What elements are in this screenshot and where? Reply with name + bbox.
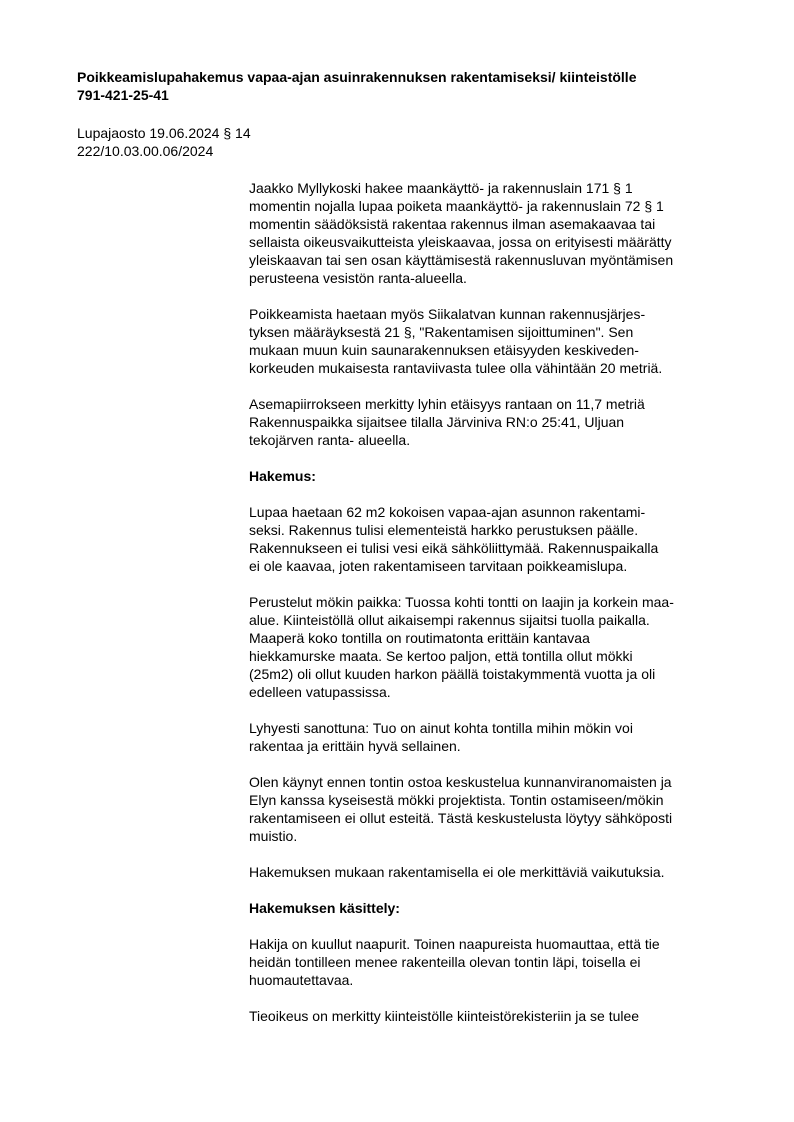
text-line: momentin säädöksistä rakentaa rakennus ilman asemakaavaa tai	[249, 216, 656, 232]
text-line: huomautettavaa.	[249, 972, 354, 988]
meeting-reference: Lupajaosto 19.06.2024 § 14	[77, 125, 251, 141]
text-line: Perustelut mökin paikka: Tuossa kohti tontti on laajin ja korkein maa-	[249, 594, 674, 610]
text-line: Hakemus:	[249, 468, 316, 484]
document-body	[249, 179, 749, 1043]
document-title-line: Poikkeamislupahakemus vapaa-ajan asuinrakennuksen rakentamiseksi/ kiinteistölle	[77, 69, 637, 85]
section-heading	[249, 467, 749, 485]
text-line: tekojärven ranta- alueella.	[249, 432, 411, 448]
text-line: Tieoikeus on merkitty kiinteistölle kiinteistörekisteriin ja se tulee	[249, 1008, 640, 1024]
text-line: alue. Kiinteistöllä ollut aikaisempi rakennus sijaitsi tuolla paikalla.	[249, 612, 650, 628]
text-line: Lupaa haetaan 62 m2 kokoisen vapaa-ajan asunnon rakentami-	[249, 504, 646, 520]
text-line: sellaista oikeusvaikutteista yleiskaavaa, jossa on erityisesti määrätty	[249, 234, 672, 250]
text-line: tyksen määräyksestä 21 §, "Rakentamisen sijoittuminen". Sen	[249, 324, 634, 340]
case-number: 222/10.03.00.06/2024	[77, 143, 214, 159]
text-line: mukaan muun kuin saunarakennuksen etäisyyden keskiveden-	[249, 342, 639, 358]
text-line: Olen käynyt ennen tontin ostoa keskustelua kunnanviranomaisten ja	[249, 774, 672, 790]
text-line: Hakija on kuullut naapurit. Toinen naapureista huomauttaa, että tie	[249, 936, 660, 952]
text-line: rakentamiseen ei ollut esteitä. Tästä keskustelusta löytyy sähköposti	[249, 810, 673, 826]
text-line: ei ole kaavaa, joten rakentamiseen tarvitaan poikkeamislupa.	[249, 558, 628, 574]
text-line: Asemapiirrokseen merkitty lyhin etäisyys rantaan on 11,7 metriä	[249, 396, 645, 412]
text-line: Elyn kanssa kyseisestä mökki projektista. Tontin ostamiseen/mökin	[249, 792, 664, 808]
text-line: rakentaa ja erittäin hyvä sellainen.	[249, 738, 461, 754]
body-paragraph	[249, 305, 749, 377]
body-paragraph	[249, 935, 749, 989]
document-meta	[77, 124, 251, 160]
text-line: Jaakko Myllykoski hakee maankäyttö- ja rakennuslain 171 § 1	[249, 180, 633, 196]
text-line: Poikkeamista haetaan myös Siikalatvan kunnan rakennusjärjes-	[249, 306, 646, 322]
document-title-line: 791-421-25-41	[77, 87, 169, 103]
body-paragraph	[249, 395, 749, 449]
text-line: heidän tontilleen menee rakenteilla olevan tontin läpi, toisella ei	[249, 954, 641, 970]
text-line: Rakennukseen ei tulisi vesi eikä sähköliittymää. Rakennuspaikalla	[249, 540, 659, 556]
text-line: Hakemuksen mukaan rakentamisella ei ole merkittäviä vaikutuksia.	[249, 864, 665, 880]
body-paragraph	[249, 1007, 749, 1025]
text-line: Hakemuksen käsittely:	[249, 900, 400, 916]
body-paragraph	[249, 179, 749, 287]
text-line: (25m2) oli ollut kuuden harkon päällä toistakymmentä vuotta ja oli	[249, 666, 656, 682]
body-paragraph	[249, 863, 749, 881]
body-paragraph	[249, 719, 749, 755]
body-paragraph	[249, 503, 749, 575]
document-title	[77, 68, 737, 104]
section-heading	[249, 899, 749, 917]
text-line: seksi. Rakennus tulisi elementeistä harkko perustuksen päälle.	[249, 522, 639, 538]
text-line: edelleen vatupassissa.	[249, 684, 391, 700]
text-line: hiekkamurske maata. Se kertoo paljon, että tontilla ollut mökki	[249, 648, 633, 664]
text-line: korkeuden mukaisesta rantaviivasta tulee olla vähintään 20 metriä.	[249, 360, 663, 376]
text-line: muistio.	[249, 828, 298, 844]
body-paragraph	[249, 773, 749, 845]
text-line: yleiskaavan tai sen osan käyttämisestä rakennusluvan myöntämisen	[249, 252, 674, 268]
text-line: Rakennuspaikka sijaitsee tilalla Järviniva RN:o 25:41, Uljuan	[249, 414, 625, 430]
body-paragraph	[249, 593, 749, 701]
text-line: Maaperä koko tontilla on routimatonta erittäin kantavaa	[249, 630, 590, 646]
text-line: perusteena vesistön ranta-alueella.	[249, 270, 467, 286]
text-line: Lyhyesti sanottuna: Tuo on ainut kohta tontilla mihin mökin voi	[249, 720, 633, 736]
text-line: momentin nojalla lupaa poiketa maankäyttö- ja rakennuslain 72 § 1	[249, 198, 664, 214]
